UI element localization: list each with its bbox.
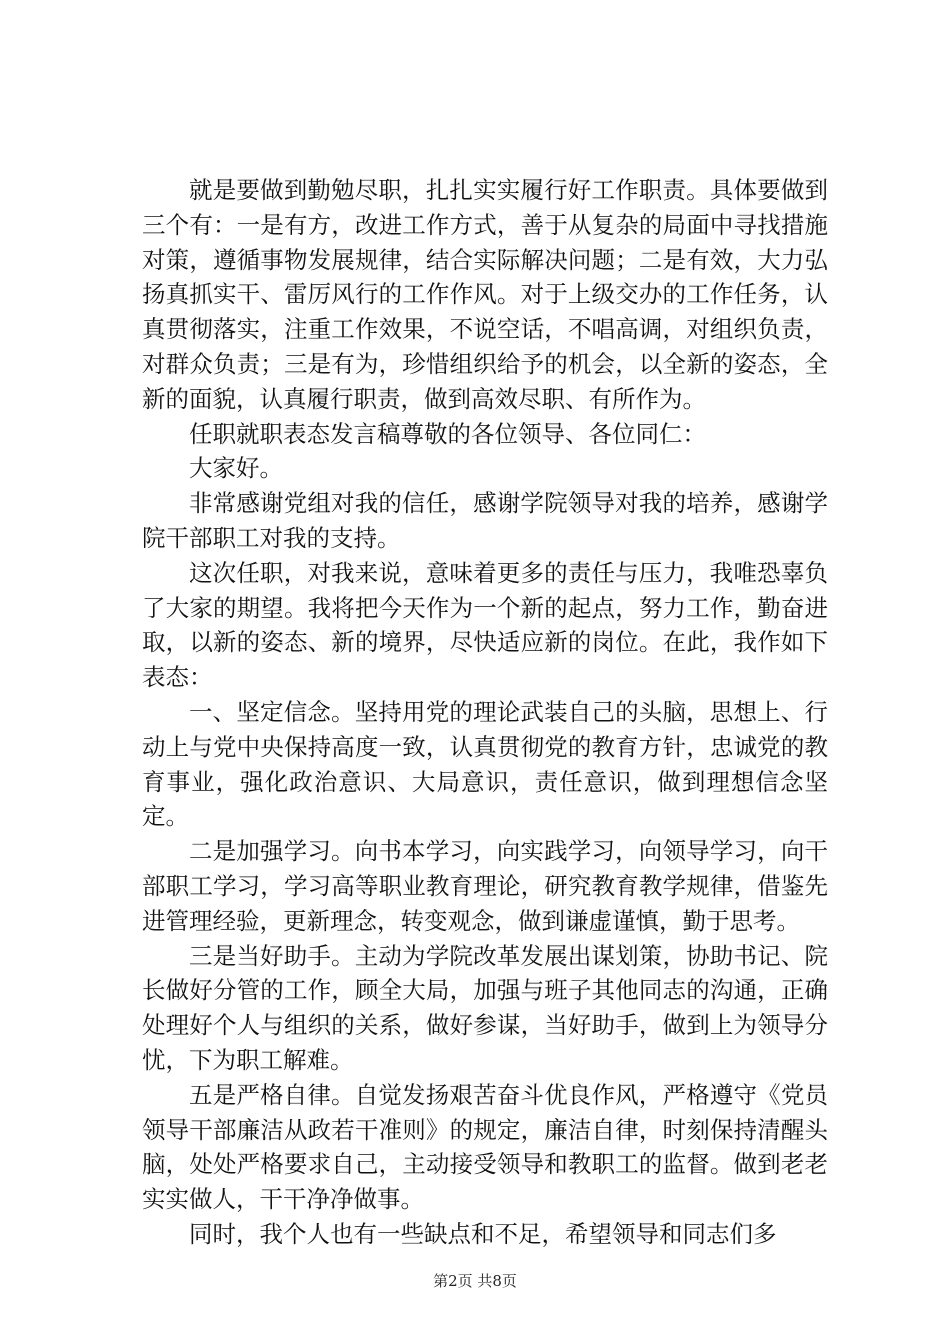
paragraph-1: 就是要做到勤勉尽职，扎扎实实履行好工作职责。具体要做到三个有：一是有方，改进工作方式，善于从复杂的局面中寻找措施对策，遵循事物发展规律，结合实际解决问题；二是有效，大力弘扬真抓实干、雷厉风行的工作作风。对于上级交办的工作任务，认真贯彻落实，注重工作效果，不说空话，不唱高调，对组织负责，对群众负责；三是有为，珍惜组织给予的机会，以全新的姿态，全新的面貌，认真履行职责，做到高效尽职、有所作为。 bbox=[142, 176, 828, 413]
paragraph-6: 一、坚定信念。坚持用党的理论武装自己的头脑，思想上、行动上与党中央保持高度一致，认真贯彻党的教育方针，忠诚党的教育事业，强化政治意识、大局意识，责任意识，做到理想信念坚定。 bbox=[142, 697, 828, 831]
paragraph-3: 大家好。 bbox=[189, 454, 283, 483]
document-body bbox=[142, 173, 828, 1252]
paragraph-7: 二是加强学习。向书本学习，向实践学习，向领导学习，向干部职工学习，学习高等职业教育理论，研究教育教学规律，借鉴先进管理经验，更新理念，转变观念，做到谦虚谨慎，勤于思考。 bbox=[142, 837, 828, 935]
paragraph-5: 这次任职，对我来说，意味着更多的责任与压力，我唯恐辜负了大家的期望。我将把今天作为一个新的起点，努力工作，勤奋进取，以新的姿态、新的境界，尽快适应新的岗位。在此，我作如下表态： bbox=[142, 558, 828, 692]
page-number-label: 第2页 共8页 bbox=[433, 1272, 517, 1290]
paragraph-2: 任职就职表态发言稿尊敬的各位领导、各位同仁： bbox=[189, 419, 706, 448]
paragraph-9: 五是严格自律。自觉发扬艰苦奋斗优良作风，严格遵守《党员领导干部廉洁从政若干准则》的规定，廉洁自律，时刻保持清醒头脑，处处严格要求自己，主动接受领导和教职工的监督。做到老老实实做人，干干净净做事。 bbox=[142, 1080, 828, 1214]
paragraph-10: 同时，我个人也有一些缺点和不足，希望领导和同志们多 bbox=[189, 1219, 777, 1248]
page-footer bbox=[0, 1270, 950, 1291]
paragraph-8: 三是当好助手。主动为学院改革发展出谋划策，协助书记、院长做好分管的工作，顾全大局，加强与班子其他同志的沟通，正确处理好个人与组织的关系，做好参谋，当好助手，做到上为领导分忧，下为职工解难。 bbox=[142, 941, 828, 1074]
paragraph-4: 非常感谢党组对我的信任，感谢学院领导对我的培养，感谢学院干部职工对我的支持。 bbox=[142, 489, 828, 552]
